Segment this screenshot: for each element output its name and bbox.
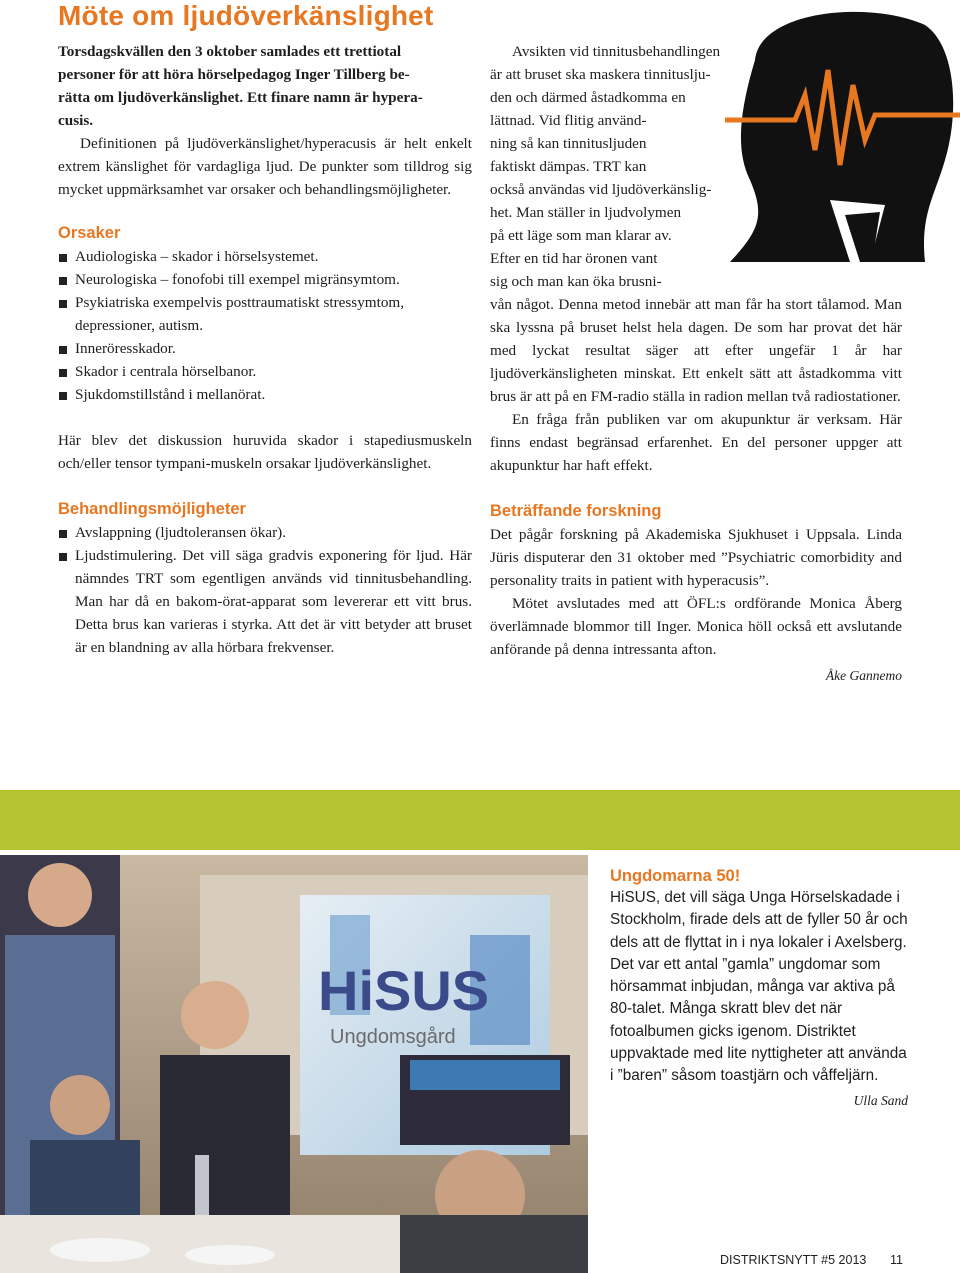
hisus-logo-subtext: Ungdomsgård [330,1026,456,1048]
list-item: Skador i centrala hörselbanor. [58,360,472,383]
text-line: också användas vid ljudöverkänslig- [490,181,712,198]
text-line: het. Man ställer in ljudvolymen [490,204,682,221]
forskning-heading: Beträffande forskning [490,502,662,520]
right-column-narrow [490,40,790,293]
sidebar-signature: Ulla Sand [853,1092,908,1108]
hisus-logo-text: HiSUS [318,959,490,1022]
text-line: faktiskt dämpas. TRT kan [490,158,647,175]
text-line: den och därmed åstadkomma en [490,89,686,106]
behandling-heading: Behandlingsmöjligheter [58,500,246,518]
list-item: Avslappning (ljudtoleransen ökar). [58,521,472,544]
list-item: Ljudstimulering. Det vill säga gradvis exponering för ljud. Här nämndes TRT som egentligen används vid tinnitusbehandling. Man har då en bakom-örat-apparat som levererar ett vitt brus. Detta brus kan varieras i styrka. Att det är vitt betyder att bruset är en blandning av alla hörbara frekvenser. [58,544,472,659]
sidebar-text: HiSUS, det vill säga Unga Hörselskadade i Stockholm, firade dels att de fyller 50 år och dels att de flyttat in i nya lokaler i Axelsberg. Det var ett antal ”gamla” ungdomar som hörsammat inbjudan, många var aktiva på 80-talet. Många skratt blev det när fotoalbumen gicks igenom. Distriktet uppvaktade med lite nyttigheter att använda i ”baren” såsom toastjärn och våffeljärn. [610,889,908,1085]
text-line: sig och man kan öka brusni- [490,273,662,290]
decorative-band [0,790,960,850]
text-line: lättnad. Vid flitig använd- [490,112,647,129]
body-paragraph: vån något. Denna metod innebär att man får ha stort tålamod. Man ska lyssna på bruset helst hela dagen. De som har provat det här med lyckat resultat säger att efter ungefär 1 år har ljudöverkänsligheten minskat. Ett enkelt sätt att åstadkomma vitt brus är att på en FM-radio ställa in radion mellan två radiostationer. [490,296,902,405]
intro-line: Torsdagskvällen den 3 oktober samlades ett trettiotal [58,43,402,60]
text-line: är att bruset ska maskera tinnituslju- [490,66,711,83]
intro-line: personer för att höra hörselpedagog Inger Tillberg be- [58,66,410,83]
discussion-paragraph: Här blev det diskussion huruvida skador i stapediusmuskeln och/eller tensor tympani-muskeln orsakar ljudöverkänslighet. [58,432,472,472]
intro-paragraph [58,40,472,132]
right-column-wide [490,293,902,687]
closing-paragraph: Mötet avslutades med att ÖFL:s ordförande Monica Åberg överlämnade blommor till Inger. Monica höll också ett avslutande anförande på denna intressanta afton. [490,595,902,658]
text-line: ning så kan tinnitusljuden [490,135,647,152]
page-number: 11 [890,1253,903,1267]
text-line: på ett läge som man klarar av. [490,227,672,244]
text-line: Efter en tid har öronen vant [490,250,658,267]
article-signature: Åke Gannemo [825,668,902,683]
orsaker-heading: Orsaker [58,224,121,242]
intro-line: rätta om ljudöverkänslighet. Ett finare namn är hypera- [58,89,423,106]
photo-illustration [0,855,588,1273]
behandling-list [58,521,472,659]
text-line: Avsikten vid tinnitusbehandlingen [512,43,721,60]
sidebar-heading: Ungdomarna 50! [610,867,741,885]
list-item: Inneröresskador. [58,337,472,360]
article-title: Möte om ljudöverkänslighet [58,0,434,31]
left-column [58,40,472,659]
list-item: Audiologiska – skador i hörselsystemet. [58,245,472,268]
sidebar-article [610,865,910,1112]
intro-line: cusis. [58,112,94,129]
question-paragraph: En fråga från publiken var om akupunktur är verksam. Här finns endast begränsad erfarenhet. En del personer uppger att akupunktur har haft effekt. [490,411,902,474]
list-item: Neurologiska – fonofobi till exempel migränsymtom. [58,268,472,291]
list-item: Sjukdomstillstånd i mellanörat. [58,383,472,406]
list-item: Psykiatriska exempelvis posttraumatiskt stressymtom, depressioner, autism. [58,291,472,337]
forskning-paragraph: Det pågår forskning på Akademiska Sjukhuset i Uppsala. Linda Jüris disputerar den 31 oktober med ”Psychiatric comorbidity and personality traits in patient with hyperacusis”. [490,526,902,589]
event-photo [0,855,588,1273]
orsaker-list [58,245,472,406]
definition-paragraph: Definitionen på ljudöverkänslighet/hyperacusis är helt enkelt extrem känslighet för vardagliga ljud. De punkter som tilldrog sig mycket uppmärksamhet var orsaker och behandlingsmöjligheter. [58,135,472,198]
footer-magazine-name: DISTRIKTSNYTT #5 2013 [720,1253,867,1267]
